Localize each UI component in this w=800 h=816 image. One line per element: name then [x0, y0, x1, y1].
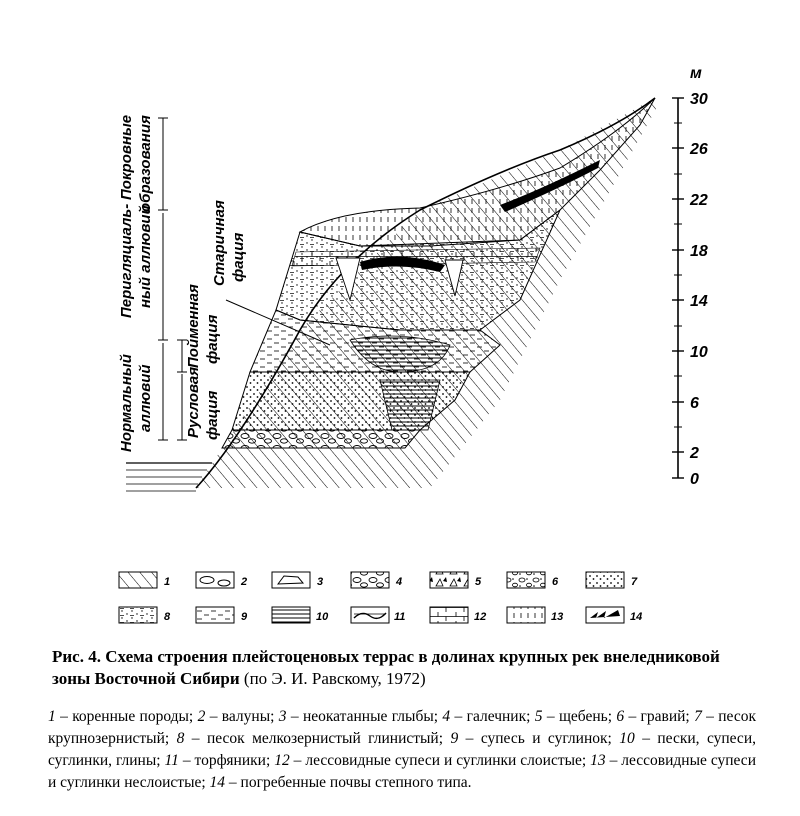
legend-item-number: 4: [442, 708, 451, 725]
scale-tick-26: 26: [690, 141, 708, 158]
legend-item-number: 10: [619, 730, 635, 747]
figure-caption: [52, 646, 752, 690]
legend-item-number: 2: [197, 708, 206, 725]
label-ruslovaya-1: Русловая: [185, 366, 202, 438]
legend-item-number: 9: [450, 730, 459, 747]
legend-num-8: 8: [164, 611, 171, 623]
legend-item-text: – неокатанные глыбы;: [286, 708, 443, 725]
scale-tick-0: 0: [690, 471, 699, 488]
scale-tick-6: 6: [690, 395, 699, 412]
legend-item-number: 8: [176, 730, 185, 747]
scale-tick-14: 14: [690, 293, 708, 310]
scale-tick-30: 30: [690, 91, 708, 108]
legend-item-number: 13: [590, 752, 606, 769]
legend-item-text: – галечник;: [450, 708, 535, 725]
legend-num-1: 1: [164, 576, 171, 588]
legend-num-2: 2: [241, 576, 248, 588]
legend-item-text: – песок крупнозернистый;: [48, 708, 756, 747]
label-normal-2: аллювий: [137, 364, 154, 432]
legend: [119, 572, 642, 623]
label-starichnaya-1: Старичная: [211, 200, 228, 286]
legend-item-text: – погребенные почвы степного типа.: [225, 774, 472, 791]
legend-item-number: 11: [164, 752, 179, 769]
label-pokrovnye-2: образования: [137, 115, 154, 212]
scale-tick-18: 18: [690, 243, 708, 260]
legend-item-text: – пески, супеси, суглинки, глины;: [48, 730, 756, 769]
label-perigl-2: ный аллювий: [137, 205, 154, 308]
label-ruslovaya-2: фация: [204, 390, 221, 440]
legend-item-text: – лессовидные супеси и суглинки неслоистые;: [48, 752, 756, 791]
caption-source: (по Э. И. Равскому, 1972): [243, 669, 426, 688]
legend-num-11: 11: [394, 611, 406, 623]
legend-swatch-4: [351, 572, 389, 588]
legend-swatch-6: [507, 572, 545, 588]
legend-num-4: 4: [396, 576, 403, 588]
legend-swatch-9: [196, 607, 234, 623]
vertical-scale: [672, 98, 684, 478]
legend-item-number: 12: [274, 752, 290, 769]
legend-swatch-5: [430, 572, 468, 588]
label-poymennaya-2: фация: [204, 314, 221, 364]
legend-description: [48, 706, 756, 794]
caption-title: Рис. 4. Схема строения плейстоценовых террас в долинах крупных рек внеледниковой зоны Восточной Сибири: [52, 647, 720, 688]
legend-num-14: 14: [630, 611, 643, 623]
label-normal-1: Нормальный: [118, 354, 135, 452]
legend-item-number: 5: [534, 708, 543, 725]
label-perigl-1: Перигляциаль-: [118, 203, 135, 318]
legend-num-3: 3: [317, 576, 324, 588]
legend-item-number: 14: [209, 774, 226, 791]
legend-num-6: 6: [552, 576, 559, 588]
legend-item-text: – лессовидные супеси и суглинки слоистые;: [289, 752, 591, 769]
legend-item-text: – супесь и суглинок;: [458, 730, 620, 747]
label-poymennaya-1: Пойменная: [185, 284, 202, 368]
scale-tick-2: 2: [690, 445, 699, 462]
legend-num-12: 12: [474, 611, 487, 623]
legend-num-10: 10: [316, 611, 329, 623]
legend-item-text: – щебень;: [542, 708, 617, 725]
legend-swatch-10: [272, 607, 310, 623]
legend-swatch-1: [119, 572, 157, 588]
scale-tick-10: 10: [690, 344, 708, 361]
legend-swatch-8: [119, 607, 157, 623]
legend-swatch-13: [507, 607, 545, 623]
legend-num-13: 13: [551, 611, 564, 623]
basal-gravel: [222, 430, 420, 448]
scale-tick-22: 22: [690, 192, 708, 209]
legend-item-text: – песок мелкозернистый глинистый;: [184, 730, 451, 747]
label-starichnaya-2: фация: [230, 232, 247, 282]
legend-item-number: 1: [48, 708, 56, 725]
legend-num-9: 9: [241, 611, 248, 623]
legend-item-text: – валуны;: [205, 708, 279, 725]
legend-num-5: 5: [475, 576, 482, 588]
legend-item-number: 3: [278, 708, 287, 725]
legend-item-text: – торфяники;: [178, 752, 275, 769]
legend-swatch-7: [586, 572, 624, 588]
legend-item-number: 6: [616, 708, 625, 725]
legend-swatch-12: [430, 607, 468, 623]
scale-unit: м: [690, 65, 702, 82]
legend-item-number: 7: [694, 708, 702, 725]
legend-item-text: – гравий;: [624, 708, 695, 725]
label-pokrovnye-1: Покровные: [118, 114, 135, 200]
legend-item-text: – коренные породы;: [55, 708, 198, 725]
legend-swatch-3: [272, 572, 310, 588]
legend-num-7: 7: [631, 576, 638, 588]
